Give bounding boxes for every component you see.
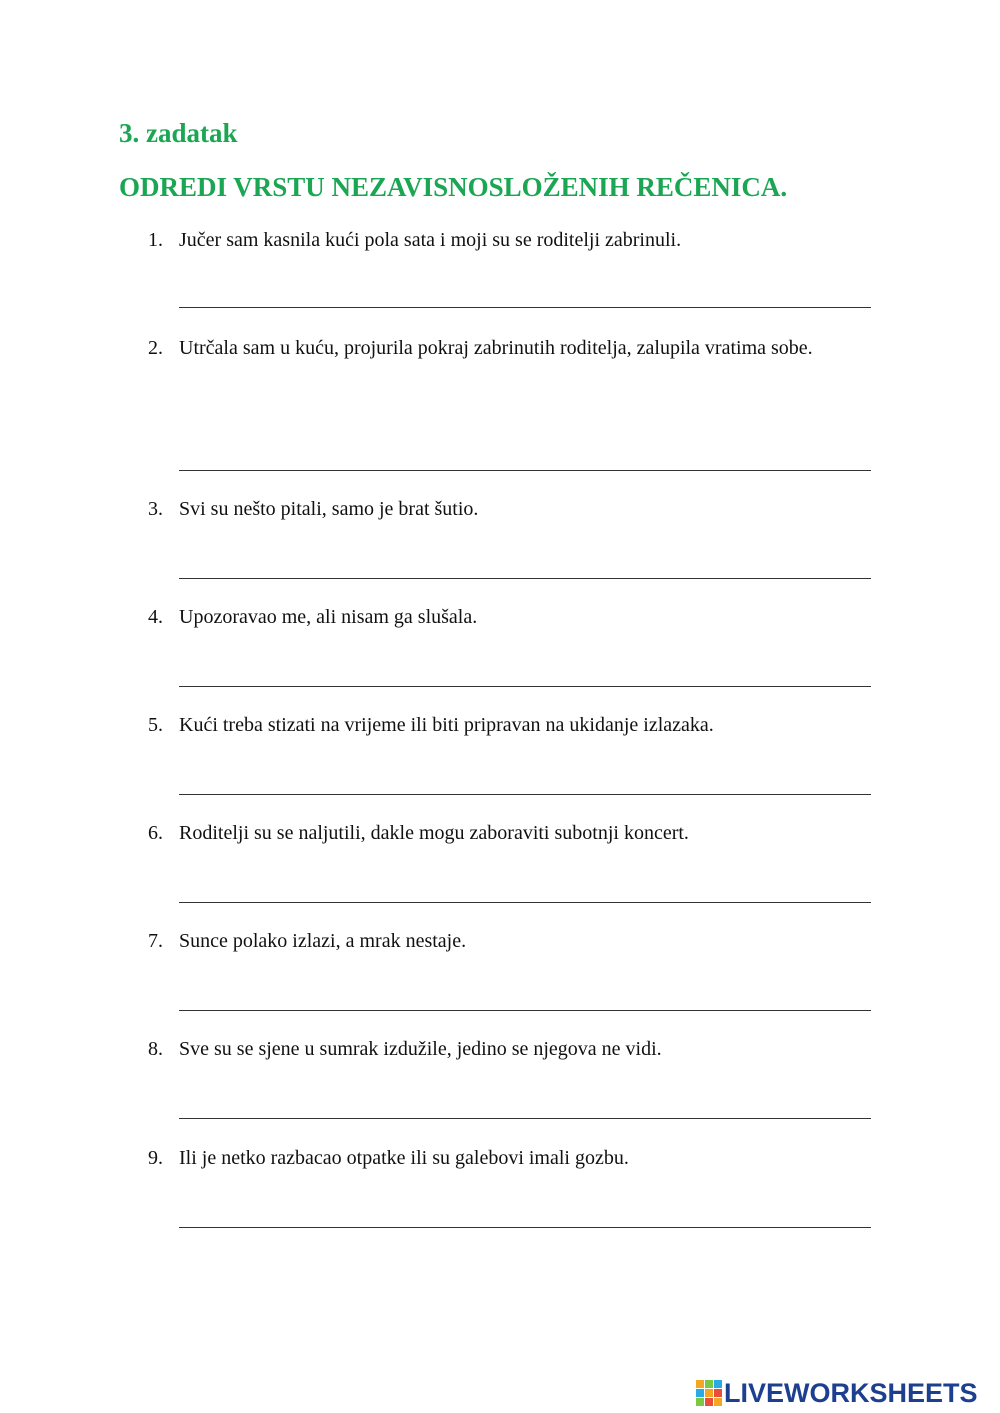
answer-field-5[interactable] xyxy=(179,768,871,795)
question-number: 7. xyxy=(148,930,163,952)
answer-field-7[interactable] xyxy=(179,984,871,1011)
answer-field-3[interactable] xyxy=(179,552,871,579)
question-text: Sve su se sjene u sumrak izdužile, jedino se njegova ne vidi. xyxy=(179,1038,662,1060)
answer-field-8[interactable] xyxy=(179,1092,871,1119)
question-text: Utrčala sam u kuću, projurila pokraj zabrinutih roditelja, zalupila vratima sobe. xyxy=(179,337,813,359)
task-title: 3. zadatak xyxy=(119,118,238,148)
answer-field-9[interactable] xyxy=(179,1201,871,1228)
task-instruction: ODREDI VRSTU NEZAVISNOSLOŽENIH REČENICA. xyxy=(119,172,788,202)
brand-name: LIVEWORKSHEETS xyxy=(724,1377,978,1408)
question-number: 8. xyxy=(148,1038,163,1060)
question-text: Svi su nešto pitali, samo je brat šutio. xyxy=(179,498,479,520)
question-text: Ili je netko razbacao otpatke ili su galebovi imali gozbu. xyxy=(179,1147,629,1169)
question-number: 2. xyxy=(148,337,163,359)
question-number: 3. xyxy=(148,498,163,520)
answer-field-4[interactable] xyxy=(179,660,871,687)
answer-field-1[interactable] xyxy=(179,281,871,308)
question-number: 9. xyxy=(148,1147,163,1169)
question-text: Jučer sam kasnila kući pola sata i moji su se roditelji zabrinuli. xyxy=(179,229,682,251)
question-text: Sunce polako izlazi, a mrak nestaje. xyxy=(179,930,467,952)
question-number: 5. xyxy=(148,714,163,736)
liveworksheets-logo-icon xyxy=(696,1380,722,1406)
question-number: 1. xyxy=(148,229,163,251)
answer-field-2[interactable] xyxy=(179,444,871,471)
answer-field-6[interactable] xyxy=(179,876,871,903)
question-number: 6. xyxy=(148,822,163,844)
question-text: Upozoravao me, ali nisam ga slušala. xyxy=(179,606,478,628)
question-number: 4. xyxy=(148,606,163,628)
liveworksheets-brand xyxy=(696,1378,978,1408)
question-text: Roditelji su se naljutili, dakle mogu zaboraviti subotnji koncert. xyxy=(179,822,689,844)
question-text: Kući treba stizati na vrijeme ili biti pripravan na ukidanje izlazaka. xyxy=(179,714,714,736)
